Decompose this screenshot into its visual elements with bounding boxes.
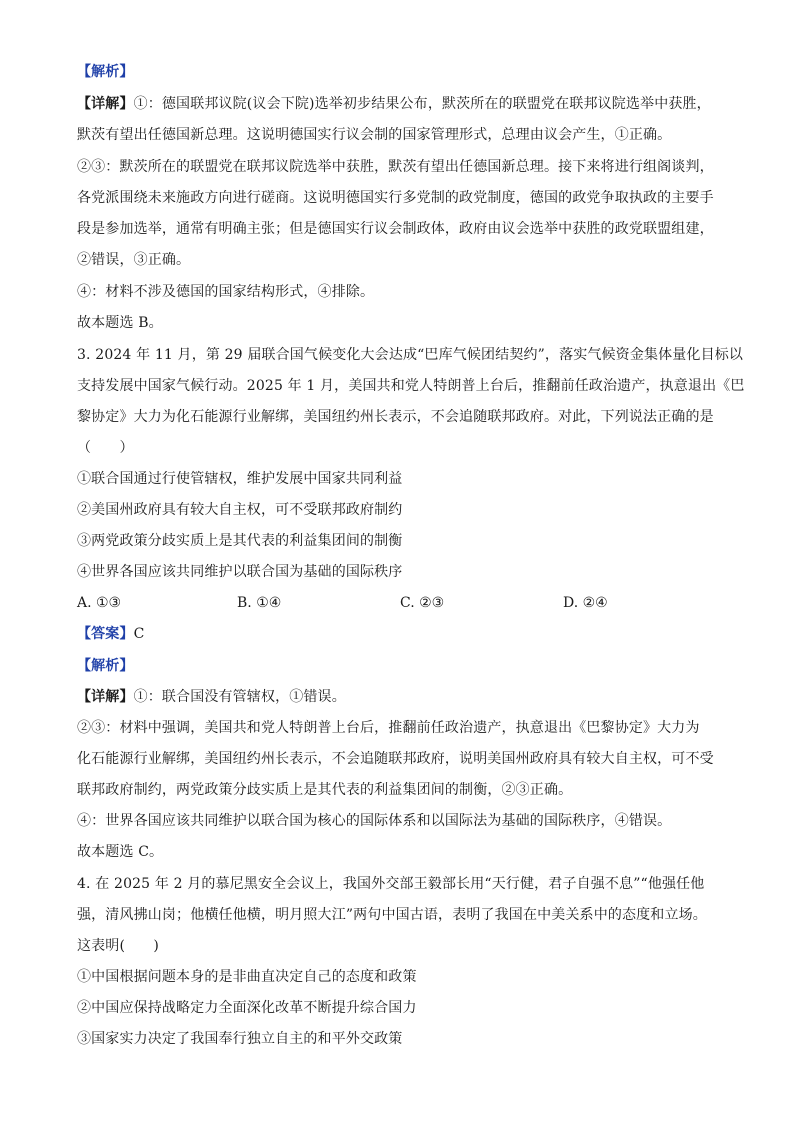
q3-item-2: ②美国州政府具有较大自主权，可不受联邦政府制约 (77, 502, 403, 518)
q2-conclusion: 故本题选 B。 (77, 315, 163, 331)
answer-label: 【答案】 (77, 626, 134, 642)
q3-detail-line-2: ②③：材料中强调，美国共和党人特朗普上台后，推翻前任政治遗产，执意退出《巴黎协定》大力为 (77, 720, 700, 736)
q4-stem-line-3: 这表明( ) (77, 938, 159, 954)
q2-detail-line-3: ②③：默茨所在的联盟党在联邦议院选举中获胜，默茨有望出任德国新总理。接下来将进行组阁谈判， (77, 159, 714, 175)
q3-option-a: A. ①③ (77, 595, 122, 611)
q3-detail-line-1 (77, 687, 346, 707)
q3-option-d: D. ②④ (563, 595, 608, 611)
q4-stem-line-1: 4. 在 2025 年 2 月的慕尼黑安全会议上，我国外交部王毅部长用“天行健，君子自强不息”“他强任他 (77, 876, 705, 892)
q4-item-1: ①中国根据问题本身的是非曲直决定自己的态度和政策 (77, 969, 417, 985)
q2-detail-line-2: 默茨有望出任德国新总理。这说明德国实行议会制的国家管理形式，总理由议会产生，①正确。 (77, 127, 672, 143)
q3-stem-line-1: 3. 2024 年 11 月，第 29 届联合国气候变化大会达成“巴库气候团结契约”，落实气候资金集体量化目标以 (77, 347, 744, 363)
q2-detail-line-6: ②错误，③正确。 (77, 252, 191, 268)
q3-analysis-label: 【解析】 (77, 658, 134, 674)
q3-stem-line-3: 黎协定》大力为化石能源行业解绑，美国纽约州长表示，不会追随联邦政府。对此，下列说法正确的是 (77, 409, 714, 425)
q3-answer-line (77, 624, 144, 644)
q2-detail-text-1: ①：德国联邦议院(议会下院)选举初步结果公布，默茨所在的联盟党在联邦议院选举中获胜， (133, 96, 711, 112)
q3-stem-line-4: （ ） (77, 440, 134, 456)
analysis-label: 【解析】 (77, 64, 134, 80)
q3-detail-line-3: 化石能源行业解绑，美国纽约州长表示，不会追随联邦政府，说明美国州政府具有较大自主权，可不受 (77, 751, 714, 767)
detail-label: 【详解】 (77, 96, 134, 112)
answer-value: C (133, 626, 145, 642)
q2-detail-line-7: ④：材料不涉及德国的国家结构形式，④排除。 (77, 284, 375, 300)
q2-detail-line-4: 各党派围绕未来施政方向进行磋商。这说明德国实行多党制的政党制度，德国的政党争取执政的主要手 (77, 190, 714, 206)
q3-stem-line-2: 支持发展中国家气候行动。2025 年 1 月，美国共和党人特朗普上台后，推翻前任政治遗产，执意退出《巴 (77, 378, 745, 394)
q2-detail-line-5: 段是参加选举，通常有明确主张；但是德国实行议会制政体，政府由议会选举中获胜的政党联盟组建， (77, 221, 714, 237)
q4-stem-line-2: 强，清风拂山岗；他横任他横，明月照大江”两句中国古语，表明了我国在中美关系中的态度和立场。 (77, 907, 707, 923)
q3-detail-line-4: 联邦政府制约，两党政策分歧实质上是其代表的利益集团间的制衡，②③正确。 (77, 782, 573, 798)
q3-item-3: ③两党政策分歧实质上是其代表的利益集团间的制衡 (77, 533, 403, 549)
q3-item-4: ④世界各国应该共同维护以联合国为基础的国际秩序 (77, 564, 403, 580)
q3-detail-text-1: ①：联合国没有管辖权，①错误。 (133, 689, 346, 705)
q4-item-3: ③国家实力决定了我国奉行独立自主的和平外交政策 (77, 1031, 403, 1047)
q3-conclusion: 故本题选 C。 (77, 844, 164, 860)
q3-detail-label: 【详解】 (77, 689, 134, 705)
q3-option-c: C. ②③ (400, 595, 445, 611)
q3-item-1: ①联合国通过行使管辖权，维护发展中国家共同利益 (77, 471, 403, 487)
q4-item-2: ②中国应保持战略定力全面深化改革不断提升综合国力 (77, 1000, 417, 1016)
q2-detail-line-1 (77, 94, 711, 114)
q3-option-b: B. ①④ (237, 595, 282, 611)
q3-detail-line-5: ④：世界各国应该共同维护以联合国为核心的国际体系和以国际法为基础的国际秩序，④错误。 (77, 813, 672, 829)
